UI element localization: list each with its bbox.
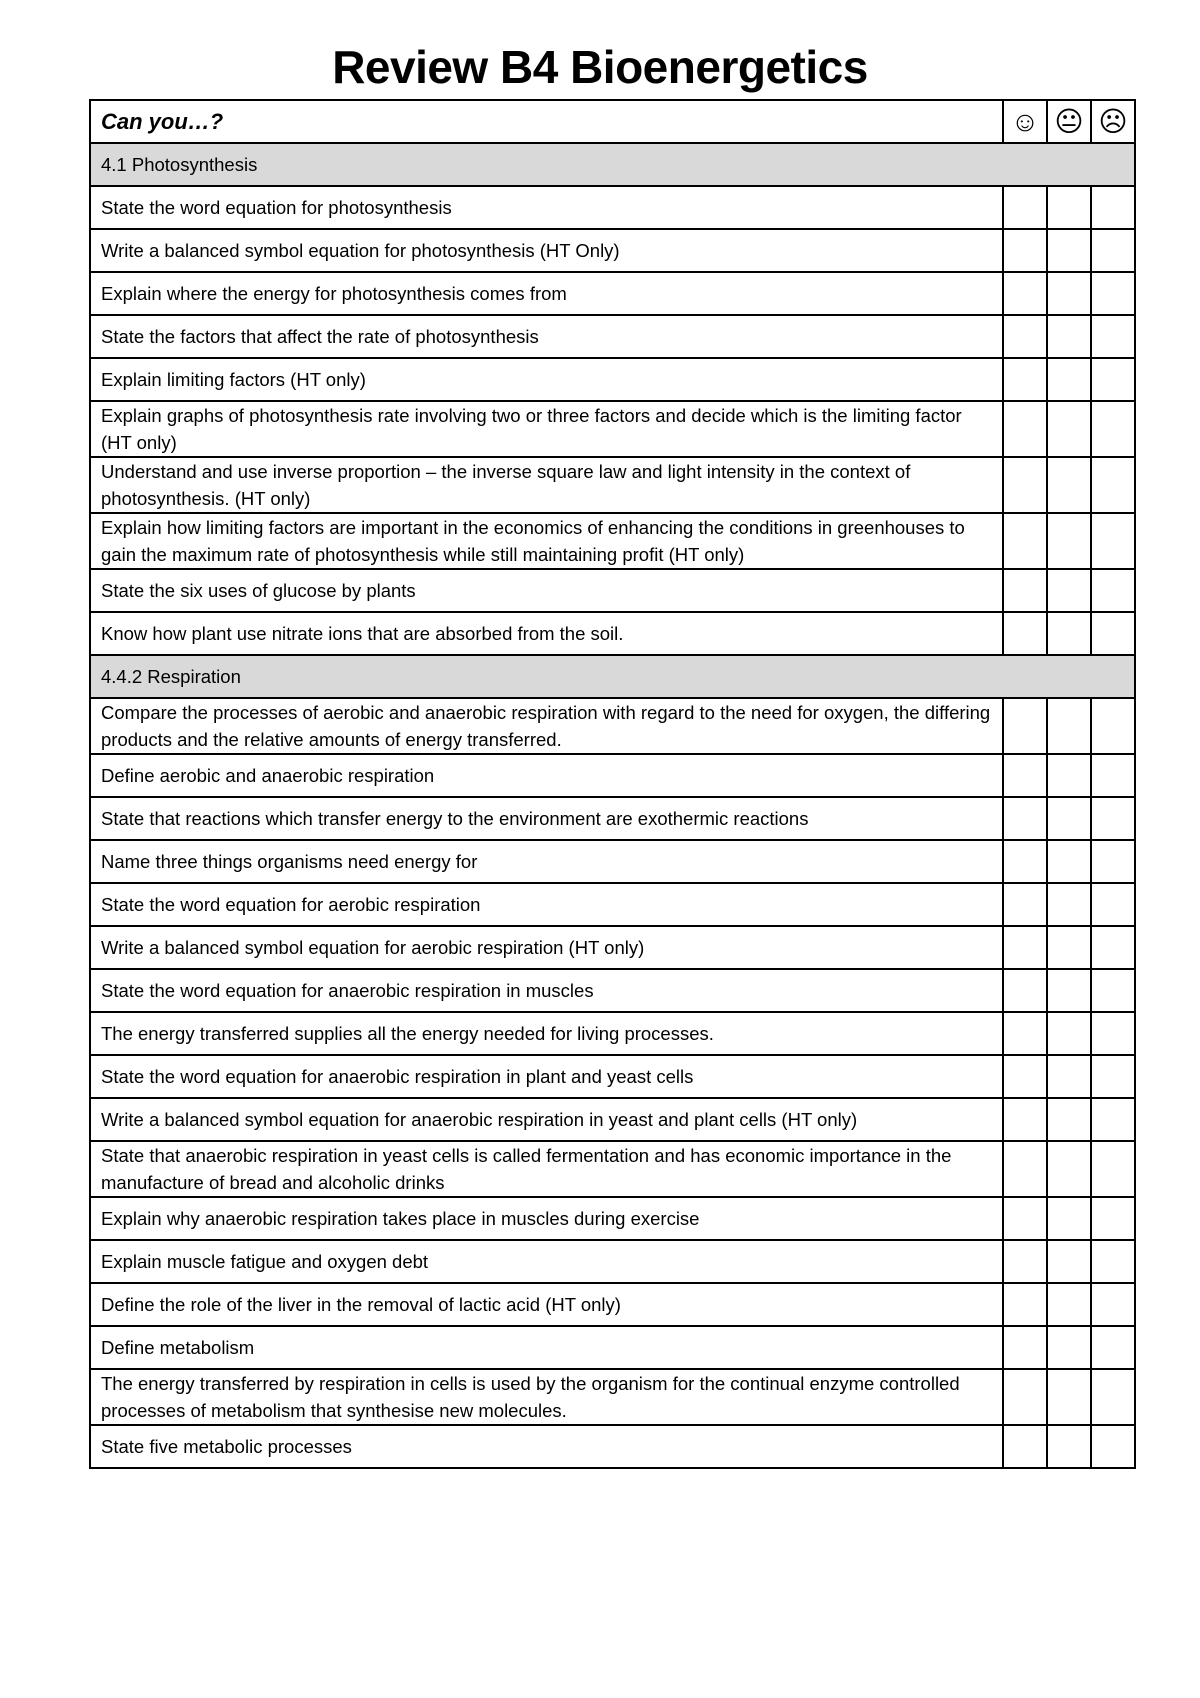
table-row [90, 840, 1135, 883]
confident-checkbox[interactable] [1003, 186, 1047, 229]
confident-checkbox[interactable] [1003, 272, 1047, 315]
confident-checkbox[interactable] [1003, 797, 1047, 840]
section-heading-row [90, 655, 1135, 698]
checklist-item: Define aerobic and anaerobic respiration [90, 754, 1003, 797]
unsure-checkbox[interactable] [1047, 969, 1091, 1012]
table-row [90, 186, 1135, 229]
unsure-checkbox[interactable] [1047, 1369, 1091, 1425]
checklist-item: Understand and use inverse proportion – the inverse square law and light intensity in the context of photosynthesis. (HT only) [90, 457, 1003, 513]
confident-checkbox[interactable] [1003, 358, 1047, 401]
not-confident-checkbox[interactable] [1091, 883, 1135, 926]
confident-checkbox[interactable] [1003, 513, 1047, 569]
page-title: Review B4 Bioenergetics [332, 41, 868, 93]
table-row [90, 1098, 1135, 1141]
section-heading-respiration: 4.4.2 Respiration [90, 655, 1135, 698]
unsure-checkbox[interactable] [1047, 1197, 1091, 1240]
checklist-item: Write a balanced symbol equation for anaerobic respiration in yeast and plant cells (HT only) [90, 1098, 1003, 1141]
table-row [90, 698, 1135, 754]
table-row [90, 569, 1135, 612]
table-row [90, 315, 1135, 358]
confident-checkbox[interactable] [1003, 1240, 1047, 1283]
checklist-item: Explain how limiting factors are important in the economics of enhancing the conditions in greenhouses to gain the maximum rate of photosynthesis while still maintaining profit (HT only) [90, 513, 1003, 569]
checklist-item: State the six uses of glucose by plants [90, 569, 1003, 612]
confident-checkbox[interactable] [1003, 457, 1047, 513]
unsure-checkbox[interactable] [1047, 229, 1091, 272]
not-confident-checkbox[interactable] [1091, 840, 1135, 883]
checklist-item: Explain muscle fatigue and oxygen debt [90, 1240, 1003, 1283]
unsure-checkbox[interactable] [1047, 1055, 1091, 1098]
confident-checkbox[interactable] [1003, 1012, 1047, 1055]
section-heading-photosynthesis: 4.1 Photosynthesis [90, 143, 1135, 186]
checklist-item: Explain graphs of photosynthesis rate involving two or three factors and decide which is the limiting factor (HT only) [90, 401, 1003, 457]
checklist-item: State the word equation for anaerobic respiration in muscles [90, 969, 1003, 1012]
unsure-checkbox[interactable] [1047, 457, 1091, 513]
checklist-item: Explain limiting factors (HT only) [90, 358, 1003, 401]
not-confident-checkbox[interactable] [1091, 1240, 1135, 1283]
unsure-checkbox[interactable] [1047, 840, 1091, 883]
unsure-checkbox[interactable] [1047, 272, 1091, 315]
not-confident-checkbox[interactable] [1091, 612, 1135, 655]
confident-checkbox[interactable] [1003, 1369, 1047, 1425]
unsure-checkbox[interactable] [1047, 1012, 1091, 1055]
confident-checkbox[interactable] [1003, 840, 1047, 883]
table-row [90, 272, 1135, 315]
confident-checkbox[interactable] [1003, 1283, 1047, 1326]
table-row [90, 229, 1135, 272]
not-confident-checkbox[interactable] [1091, 272, 1135, 315]
not-confident-checkbox[interactable] [1091, 315, 1135, 358]
checklist-item: Name three things organisms need energy for [90, 840, 1003, 883]
checklist-item: Explain why anaerobic respiration takes place in muscles during exercise [90, 1197, 1003, 1240]
checklist-item: The energy transferred by respiration in cells is used by the organism for the continual enzyme controlled processes of metabolism that synthesise new molecules. [90, 1369, 1003, 1425]
confident-checkbox[interactable] [1003, 612, 1047, 655]
section-heading-row [90, 143, 1135, 186]
table-row [90, 612, 1135, 655]
table-row [90, 457, 1135, 513]
unsure-checkbox[interactable] [1047, 401, 1091, 457]
happy-face-icon: ☺ [1003, 100, 1047, 143]
not-confident-checkbox[interactable] [1091, 1012, 1135, 1055]
not-confident-checkbox[interactable] [1091, 1098, 1135, 1141]
checklist-item: Write a balanced symbol equation for photosynthesis (HT Only) [90, 229, 1003, 272]
table-row [90, 754, 1135, 797]
table-row [90, 797, 1135, 840]
unsure-checkbox[interactable] [1047, 1283, 1091, 1326]
confident-checkbox[interactable] [1003, 1326, 1047, 1369]
confident-checkbox[interactable] [1003, 698, 1047, 754]
confident-checkbox[interactable] [1003, 754, 1047, 797]
confident-checkbox[interactable] [1003, 1141, 1047, 1197]
unsure-checkbox[interactable] [1047, 186, 1091, 229]
checklist-item: State that reactions which transfer energy to the environment are exothermic reactions [90, 797, 1003, 840]
not-confident-checkbox[interactable] [1091, 1197, 1135, 1240]
checklist-item: The energy transferred supplies all the energy needed for living processes. [90, 1012, 1003, 1055]
table-row [90, 969, 1135, 1012]
table-row [90, 358, 1135, 401]
table-row [90, 1055, 1135, 1098]
not-confident-checkbox[interactable] [1091, 513, 1135, 569]
unsure-checkbox[interactable] [1047, 1098, 1091, 1141]
review-checklist-table [89, 99, 1136, 1469]
table-row [90, 401, 1135, 457]
unsure-checkbox[interactable] [1047, 698, 1091, 754]
not-confident-checkbox[interactable] [1091, 186, 1135, 229]
not-confident-checkbox[interactable] [1091, 754, 1135, 797]
not-confident-checkbox[interactable] [1091, 569, 1135, 612]
confident-checkbox[interactable] [1003, 1425, 1047, 1468]
confident-checkbox[interactable] [1003, 883, 1047, 926]
not-confident-checkbox[interactable] [1091, 1326, 1135, 1369]
not-confident-checkbox[interactable] [1091, 969, 1135, 1012]
not-confident-checkbox[interactable] [1091, 926, 1135, 969]
unsure-checkbox[interactable] [1047, 569, 1091, 612]
confident-checkbox[interactable] [1003, 1098, 1047, 1141]
table-row [90, 513, 1135, 569]
not-confident-checkbox[interactable] [1091, 797, 1135, 840]
table-row [90, 1141, 1135, 1197]
table-row [90, 1012, 1135, 1055]
table-row [90, 1369, 1135, 1425]
checklist-item: State the word equation for anaerobic respiration in plant and yeast cells [90, 1055, 1003, 1098]
not-confident-checkbox[interactable] [1091, 1369, 1135, 1425]
sad-face-icon: ☹ [1091, 100, 1135, 143]
can-you-header: Can you…? [90, 100, 1003, 143]
checklist-item: Define metabolism [90, 1326, 1003, 1369]
confident-checkbox[interactable] [1003, 926, 1047, 969]
not-confident-checkbox[interactable] [1091, 1283, 1135, 1326]
unsure-checkbox[interactable] [1047, 513, 1091, 569]
table-row [90, 1326, 1135, 1369]
unsure-checkbox[interactable] [1047, 358, 1091, 401]
confident-checkbox[interactable] [1003, 1197, 1047, 1240]
unsure-checkbox[interactable] [1047, 797, 1091, 840]
not-confident-checkbox[interactable] [1091, 1425, 1135, 1468]
not-confident-checkbox[interactable] [1091, 1141, 1135, 1197]
checklist-item: State the word equation for photosynthesis [90, 186, 1003, 229]
checklist-item: State five metabolic processes [90, 1425, 1003, 1468]
not-confident-checkbox[interactable] [1091, 698, 1135, 754]
table-header-row [90, 100, 1135, 143]
table-row [90, 926, 1135, 969]
unsure-checkbox[interactable] [1047, 754, 1091, 797]
table-row [90, 1197, 1135, 1240]
table-row [90, 1240, 1135, 1283]
checklist-item: Write a balanced symbol equation for aerobic respiration (HT only) [90, 926, 1003, 969]
checklist-item: State that anaerobic respiration in yeast cells is called fermentation and has economic importance in the manufacture of bread and alcoholic drinks [90, 1141, 1003, 1197]
unsure-checkbox[interactable] [1047, 1326, 1091, 1369]
table-row [90, 883, 1135, 926]
checklist-item: Explain where the energy for photosynthesis comes from [90, 272, 1003, 315]
checklist-item: State the factors that affect the rate of photosynthesis [90, 315, 1003, 358]
not-confident-checkbox[interactable] [1091, 457, 1135, 513]
confident-checkbox[interactable] [1003, 1055, 1047, 1098]
confident-checkbox[interactable] [1003, 569, 1047, 612]
confident-checkbox[interactable] [1003, 315, 1047, 358]
unsure-checkbox[interactable] [1047, 1425, 1091, 1468]
unsure-checkbox[interactable] [1047, 315, 1091, 358]
checklist-item: State the word equation for aerobic respiration [90, 883, 1003, 926]
neutral-face-icon: 😐 [1047, 100, 1091, 143]
not-confident-checkbox[interactable] [1091, 401, 1135, 457]
unsure-checkbox[interactable] [1047, 1141, 1091, 1197]
confident-checkbox[interactable] [1003, 229, 1047, 272]
checklist-item: Compare the processes of aerobic and anaerobic respiration with regard to the need for oxygen, the differing products and the relative amounts of energy transferred. [90, 698, 1003, 754]
table-row [90, 1425, 1135, 1468]
unsure-checkbox[interactable] [1047, 883, 1091, 926]
unsure-checkbox[interactable] [1047, 1240, 1091, 1283]
not-confident-checkbox[interactable] [1091, 1055, 1135, 1098]
unsure-checkbox[interactable] [1047, 612, 1091, 655]
confident-checkbox[interactable] [1003, 969, 1047, 1012]
not-confident-checkbox[interactable] [1091, 358, 1135, 401]
confident-checkbox[interactable] [1003, 401, 1047, 457]
table-row [90, 1283, 1135, 1326]
not-confident-checkbox[interactable] [1091, 229, 1135, 272]
unsure-checkbox[interactable] [1047, 926, 1091, 969]
checklist-item: Define the role of the liver in the removal of lactic acid (HT only) [90, 1283, 1003, 1326]
checklist-item: Know how plant use nitrate ions that are absorbed from the soil. [90, 612, 1003, 655]
